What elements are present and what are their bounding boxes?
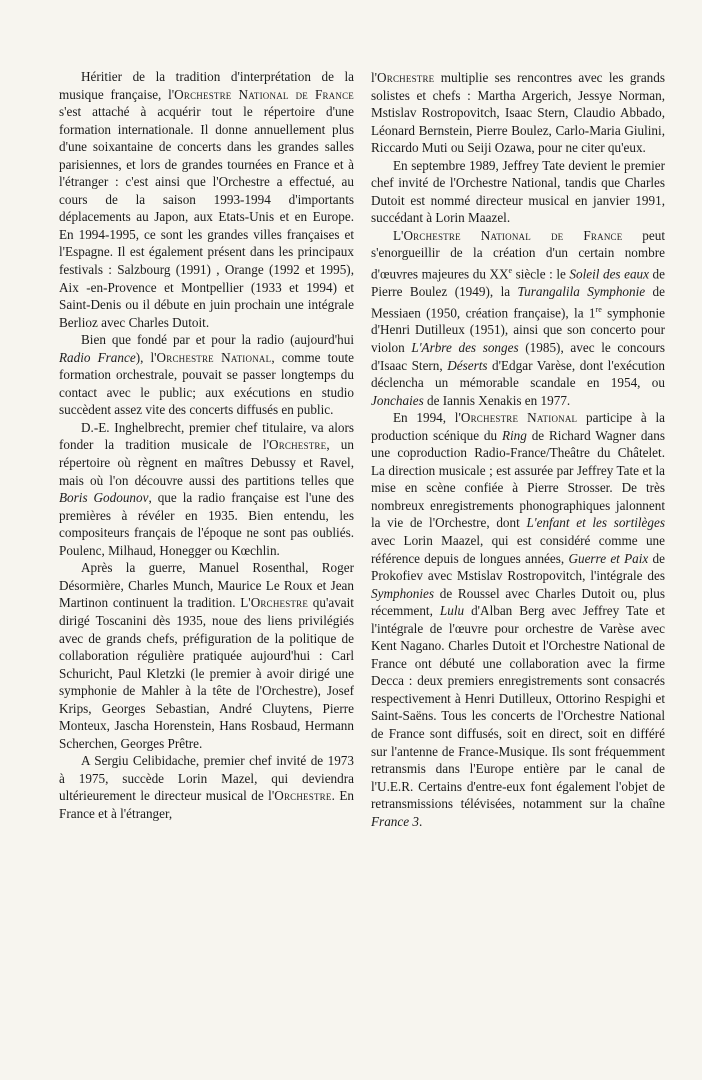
text: participe à la production scénique du [371, 410, 665, 443]
text: multiplie ses rencontres avec les grands solistes et chefs : Martha Argerich, Jessye Norman, Mstislav Rostropovitch, Isaac Stern, Claudio Abbado, Léonard Bernstein, Pierre Boulez, Carlo-Maria Giulini, Riccardo Muti ou Seiji Ozawa, pour ne citer qu'eux. [371, 70, 665, 156]
paragraph: En septembre 1989, Jeffrey Tate devient le premier chef invité de l'Orchestre National, tandis que Charles Dutoit est nommé directeur musical en janvier 1991, succédant à Lorin Maazel. [371, 157, 665, 226]
text: , que la radio française est l'une des premières à révéler en 1935. Bien entendu, les compositeurs français de l'époque ne sont pas oubliés. Poulenc, Milhaud, Honegger ou Kœchlin. [59, 490, 354, 558]
text: s'est attaché à acquérir tout le répertoire d'une formation internationale. Il donne annuellement plus d'une soixantaine de concerts dans les grandes salles parisiennes, et lors de grandes tournées en France et à l'étranger : c'est ainsi que l'Orchestre a effectué, au cours de la saison 1993-1994 d'importants déplacements au Japon, aux Etats-Unis et en Europe. En 1994-1995, ce sont les grandes villes françaises et l'Espagne. Il est également présent dans les principaux festivals : Salzbourg (1991) , Orange (1992 et 1995), Aix -en-Provence et Montpellier (1933 et 1994) et Saint-Denis ou il débute en juin prochain une intégrale Berlioz avec Charles Dutoit. [59, 104, 354, 330]
text: ), l' [135, 349, 157, 365]
text: . En France et à l'étranger, [59, 788, 354, 821]
text: avec Lorin Maazel, qui est considéré comme une référence depuis de longues années, [371, 533, 665, 566]
text: Héritier de la tradition d'interprétation de la musique française, l' [59, 69, 354, 102]
orchestra-name: Orchestre National [156, 349, 272, 365]
text: de Messiaen (1950, création française), la 1 [371, 283, 665, 320]
orchestra-name: Orchestre National de France [174, 86, 354, 102]
text: L' [393, 227, 404, 243]
left-column [59, 68, 354, 823]
italic-title: Soleil des eaux [569, 266, 649, 282]
text: d'Alban Berg avec Jeffrey Tate et l'intégrale de l'œuvre pour orchestre de Varèse avec Kent Nagano. Charles Dutoit et l'Orchestre National de France ont débuté une collaboration avec la firme Decca : deux premiers enregistrements sont consacrés respectivement à Henri Dutilleux, Ottorino Respighi et Saint-Saëns. Tous les concerts de l'Orchestre National de France sont diffusés, soit en direct, soit en différé sur l'antenne de France-Musique. Ils sont fréquemment retransmis dans l'Europe entière par le canal de l'U.E.R. Certains d'entre-eux font également l'objet de retransmissions télévisées, notamment sur la chaîne [371, 603, 666, 812]
text: siècle : le [512, 266, 570, 282]
text: , un répertoire où règnent en maîtres Debussy et Ravel, mais où l'on découvre aussi des partitions telles que [59, 437, 354, 488]
text: de Richard Wagner dans une coproduction Radio-France/Theâtre du Châtelet. La direction musicale ; est assurée par Jeffrey Tate et la mise en scène confiée à Pierre Strosser. De très nombreux enregistrements phonographiques jalonnent la vie de l'Orchestre, dont [371, 427, 665, 531]
italic-title: France 3 [371, 813, 419, 829]
italic-title: Déserts [447, 357, 488, 373]
italic-title: Symphonies [371, 585, 434, 601]
paragraph [371, 227, 665, 409]
text: D.-E. Inghelbrecht, premier chef titulaire, va alors fonder la tradition musicale de l' [59, 419, 354, 453]
text: d'Edgar Varèse, dont l'exécution déclencha un mémorable scandale en 1954, ou [371, 357, 665, 391]
paragraph [59, 752, 354, 822]
text: peut s'enorgueillir de la création d'un certain nombre d'œuvres majeures du XX [371, 227, 665, 282]
text: de Roussel avec Charles Dutoit ou, plus récemment, [371, 585, 665, 619]
text: l' [371, 70, 378, 85]
text: Après la guerre, Manuel Rosenthal, Roger Désormière, Charles Munch, Maurice Le Roux et Jean Martinon continuent la tradition. L' [59, 560, 354, 611]
text: qu'avait dirigé Toscanini dès 1935, noue des liens privilégiés avec de grands chefs, préfiguration de la politique de collaboration régulière pratiquée aujourd'hui : Carl Schuricht, Paul Kletzki (le premier à avoir dirigé une symphonie de Mahler à la tête de l'Orchestre), Josef Krips, Georges Sebastian, André Cluytens, Pierre Monteux, Jascha Horenstein, Hans Rosbaud, Hermann Scherchen, Georges Prêtre. [59, 595, 354, 751]
text: de Iannis Xenakis en 1977. [423, 392, 571, 408]
text: symphonie d'Henri Dutilleux (1951), ainsi que son concerto pour violon [371, 304, 665, 355]
italic-title: Turangalila Symphonie [517, 283, 646, 299]
text: de Pierre Boulez (1949), la [371, 266, 665, 299]
text: Bien que fondé par et pour la radio (aujourd'hui [81, 332, 354, 348]
orchestra-name: Orchestre [274, 788, 332, 804]
superscript: e [508, 266, 513, 276]
orchestra-name: Orchestre National de France [403, 227, 623, 243]
text: de Prokofiev avec Mstislav Rostropovitch, l'intégrale des [371, 550, 665, 584]
paragraph [371, 69, 665, 157]
italic-title: Ring [501, 427, 527, 443]
text: . [418, 813, 423, 829]
italic-title: Jonchaies [371, 392, 424, 408]
paragraph [59, 419, 354, 559]
right-column [371, 69, 665, 830]
italic-title: L'enfant et les sortilèges [526, 515, 665, 531]
orchestra-name: Orchestre [377, 70, 435, 85]
paragraph [371, 409, 665, 830]
orchestra-name: Orchestre National [460, 410, 578, 426]
italic-title: L'Arbre des songes [411, 339, 519, 355]
italic-title: Boris Godounov [59, 490, 149, 506]
text: En 1994, l' [393, 410, 461, 426]
orchestra-name: Orchestre [268, 437, 327, 453]
text: (1985), avec le concours d'Isaac Stern, [371, 339, 666, 373]
text: , comme toute formation orchestrale, pouvait se passer longtemps du contact avec le public; aux exécutions en studio succèdent assez vite des concerts diffusés en public. [59, 349, 355, 418]
italic-title: Guerre et Paix [568, 550, 649, 566]
paragraph [59, 68, 354, 331]
superscript: re [595, 304, 602, 314]
italic-title: Radio France [59, 349, 136, 365]
paragraph [59, 331, 354, 419]
text: A Sergiu Celibidache, premier chef invité de 1973 à 1975, succède Lorin Mazel, qui deviendra ultérieurement le directeur musical de l' [59, 753, 354, 804]
italic-title: Lulu [439, 603, 465, 619]
orchestra-name: Orchestre [250, 595, 309, 611]
paragraph [59, 559, 354, 752]
